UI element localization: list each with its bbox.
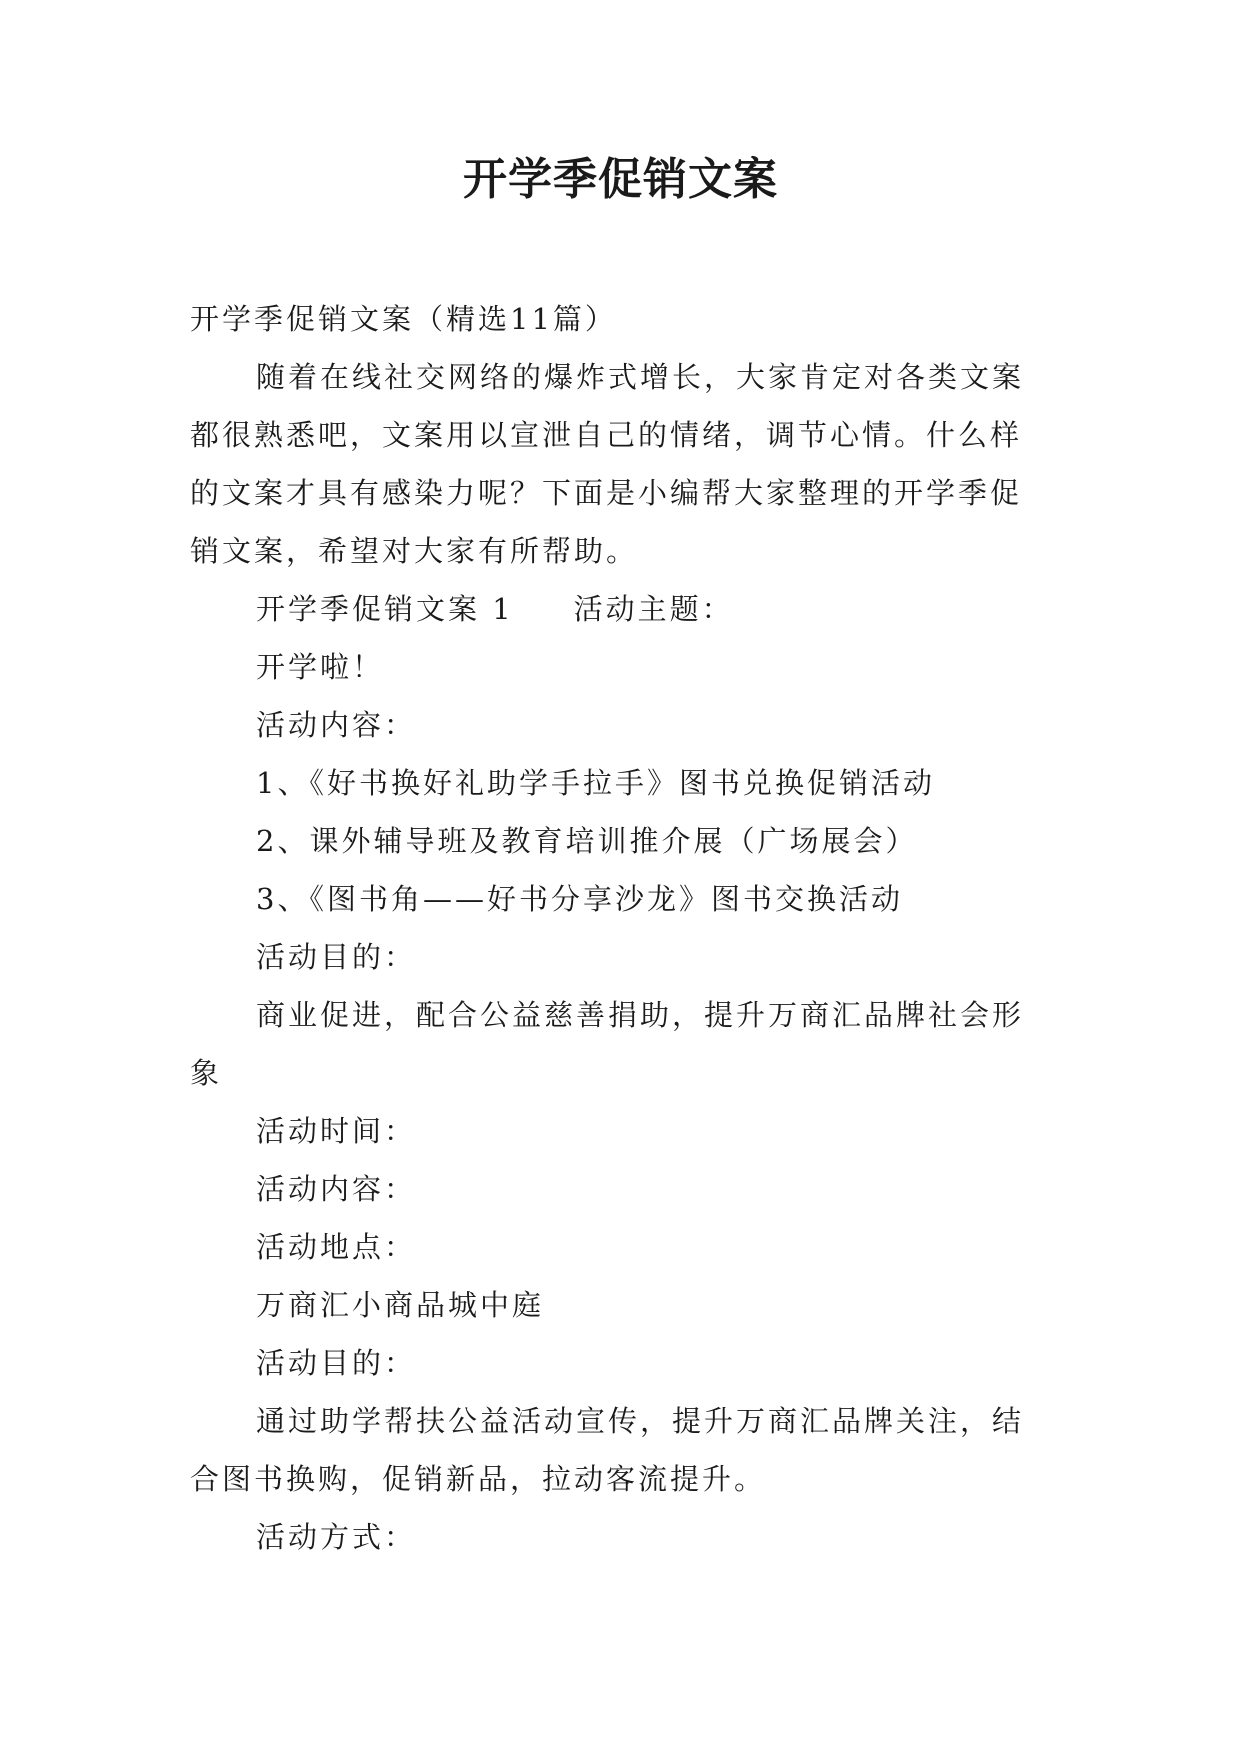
activity-time-label: 活动时间： <box>256 1114 417 1148</box>
activity-content-label-2: 活动内容： <box>256 1172 417 1206</box>
subtitle-paragraph: 开学季促销文案（精选11篇） <box>190 302 617 336</box>
activity-theme-value: 开学啦！ <box>256 650 385 684</box>
activity-purpose-label-2: 活动目的： <box>256 1346 417 1380</box>
list-item: 2、课外辅导班及教育培训推介展（广场展会） <box>256 824 918 858</box>
section-heading-line <box>190 580 1052 638</box>
intro-paragraph: 随着在线社交网络的爆炸式增长，大家肯定对各类文案都很熟悉吧，文案用以宣泄自己的情绪，调节心情。什么样的文案才具有感染力呢？下面是小编帮大家整理的开学季促销文案，希望对大家有所帮助。 <box>190 360 1025 568</box>
activity-purpose-text: 商业促进，配合公益慈善捐助，提升万商汇品牌社会形象 <box>190 998 1025 1090</box>
activity-location-label: 活动地点： <box>256 1230 417 1264</box>
activity-theme-label: 活动主题： <box>573 592 734 626</box>
activity-location-value: 万商汇小商品城中庭 <box>256 1288 545 1322</box>
section-heading: 开学季促销文案 1 <box>256 592 514 626</box>
list-item: 3、《图书角——好书分享沙龙》图书交换活动 <box>256 882 903 916</box>
document-body <box>190 290 1052 1566</box>
activity-method-label: 活动方式： <box>256 1520 417 1554</box>
activity-purpose-label: 活动目的： <box>256 940 417 974</box>
document-title: 开学季促销文案 <box>463 154 778 205</box>
list-item: 1、《好书换好礼助学手拉手》图书兑换促销活动 <box>256 766 935 800</box>
activity-content-label: 活动内容： <box>256 708 417 742</box>
activity-purpose-text-2: 通过助学帮扶公益活动宣传，提升万商汇品牌关注，结合图书换购，促销新品，拉动客流提升。 <box>190 1404 1025 1496</box>
